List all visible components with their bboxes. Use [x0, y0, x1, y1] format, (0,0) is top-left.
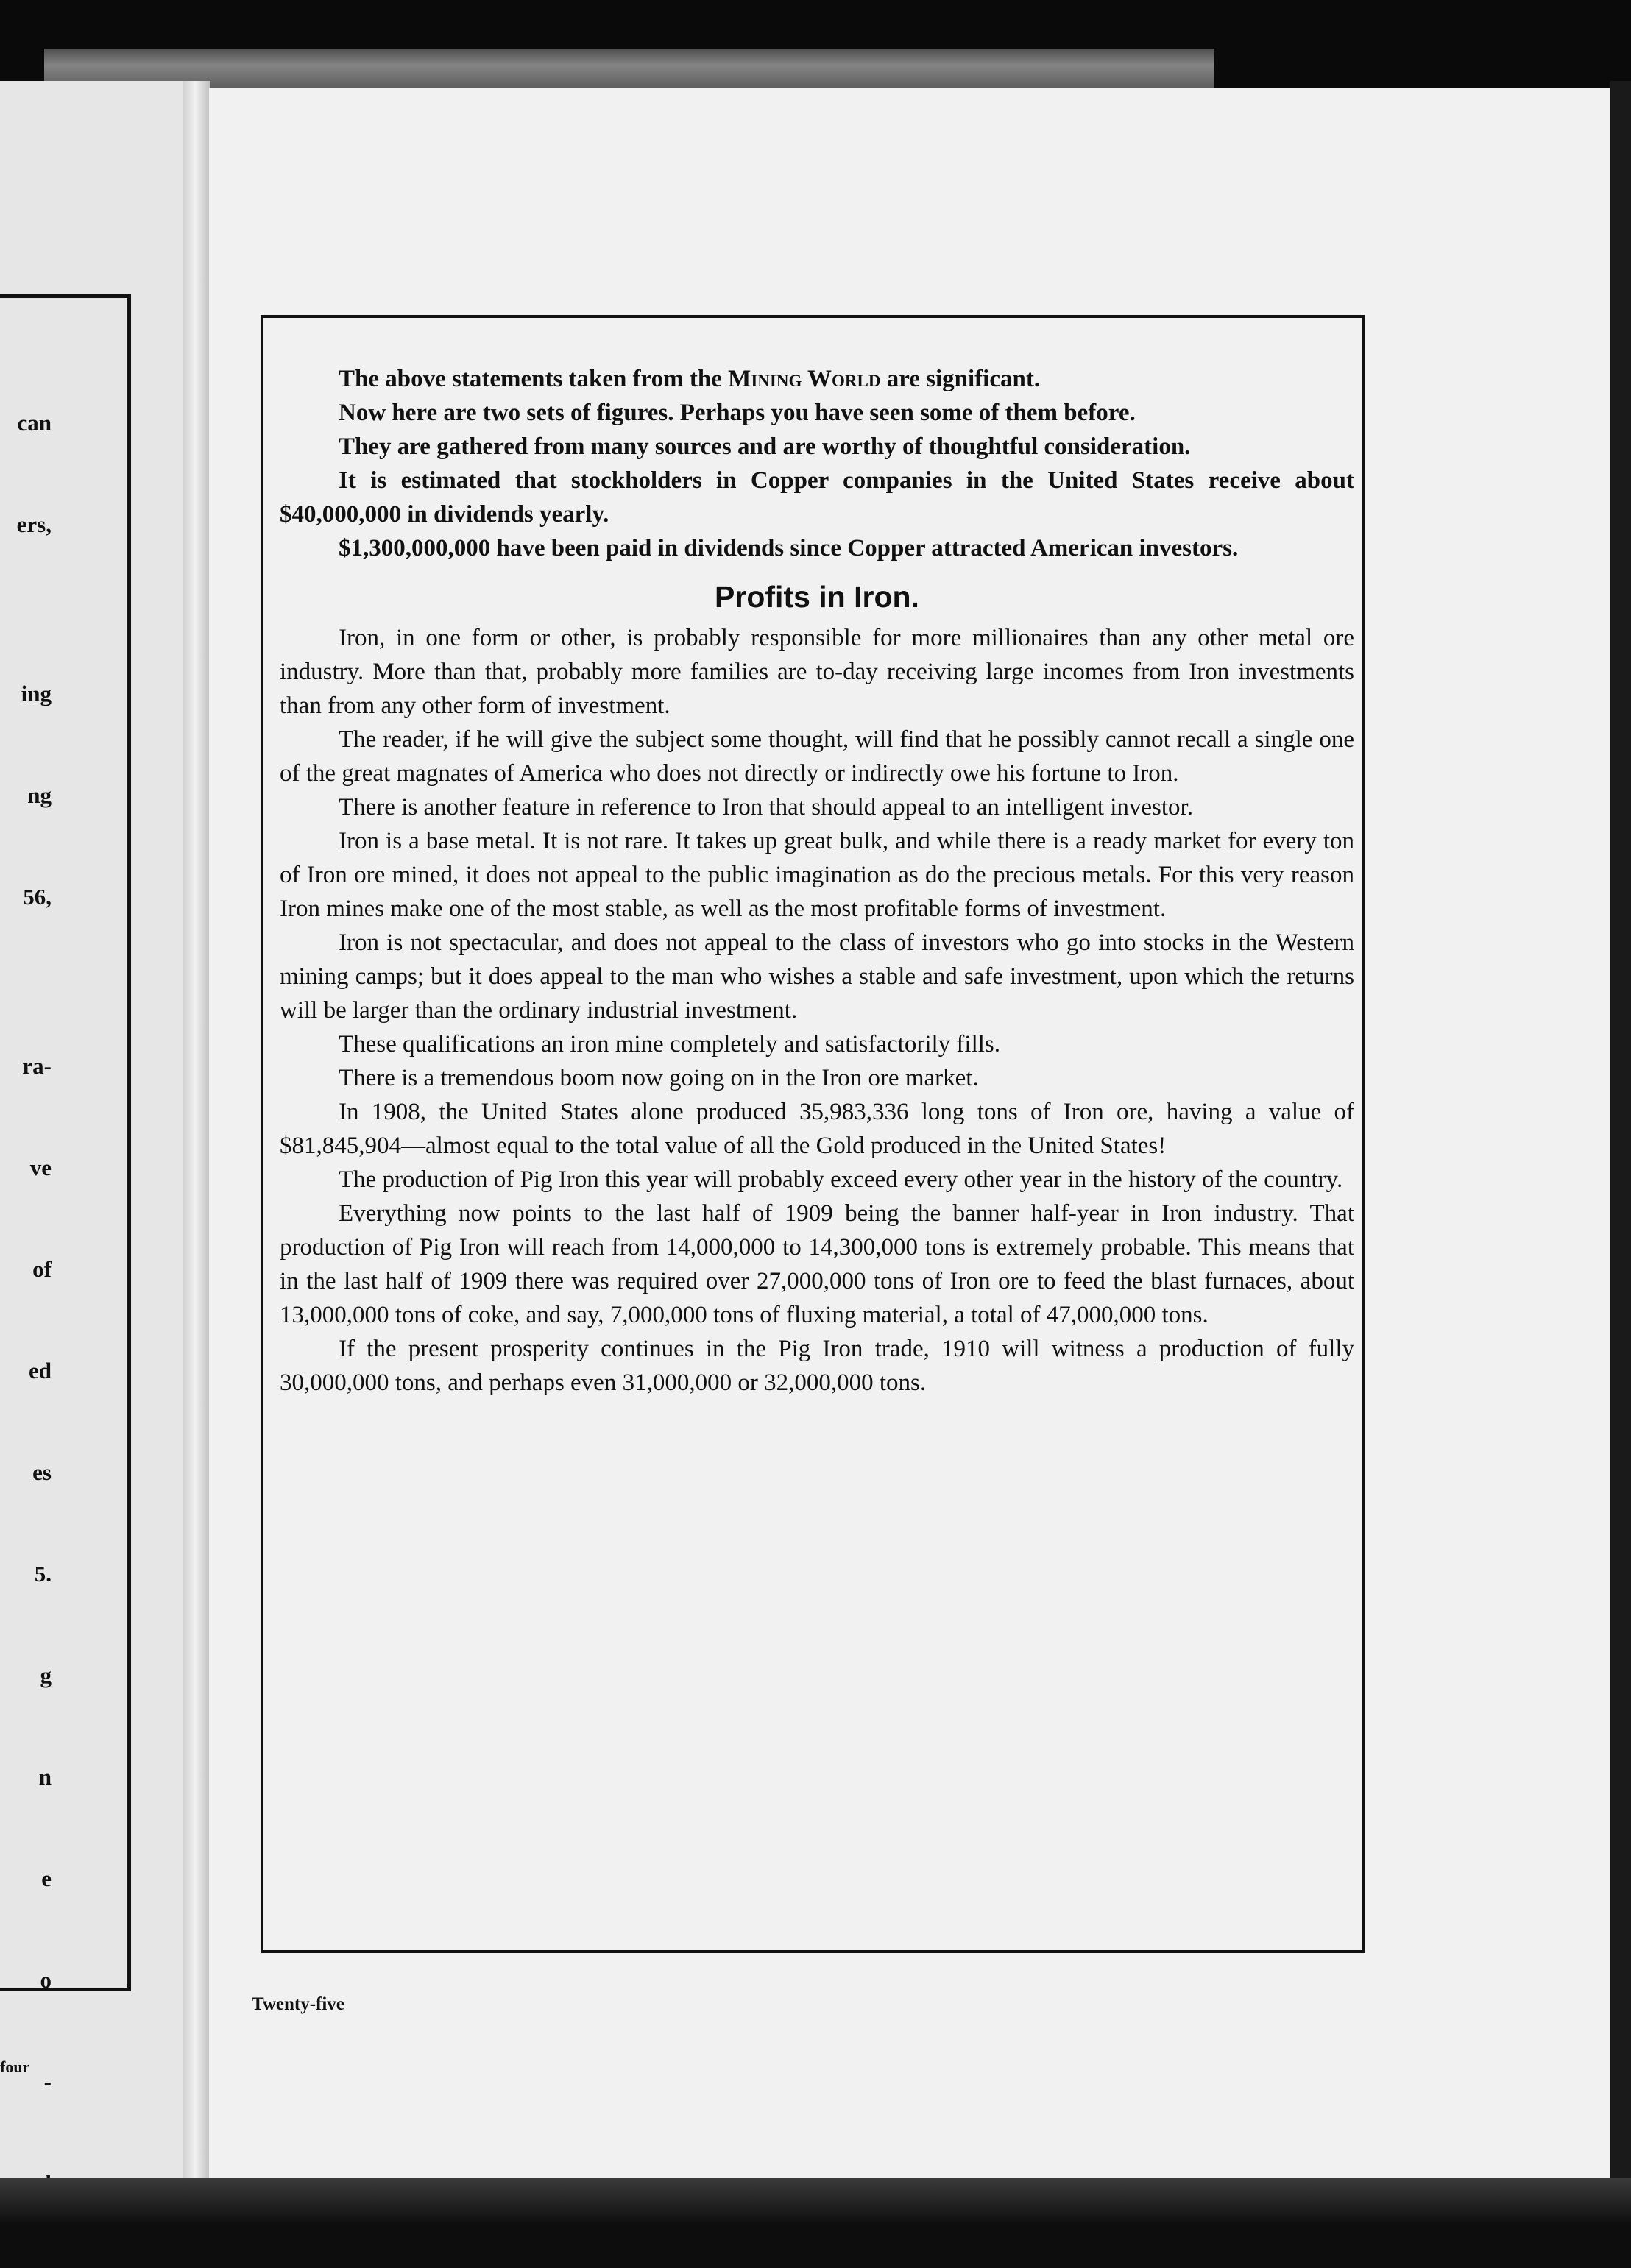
fragment-line: n [38, 1764, 52, 1790]
fragment-line: e [41, 1865, 52, 1891]
previous-page-text-fragments [0, 339, 52, 2268]
scanner-top-band [0, 0, 1631, 96]
body-paragraph: The reader, if he will give the subject some thought, will find that he possibly cannot recall a single one of the great magnates of America who does not directly or indirectly owe his fortune to Iron. [280, 726, 1354, 787]
page-number-footer: Twenty-five [252, 1994, 344, 2014]
scanner-strip [44, 49, 1214, 90]
document-page [209, 88, 1610, 2200]
body-paragraph: If the present prosperity continues in the Pig Iron trade, 1910 will witness a production of fully 30,000,000 tons, and perhaps even 31,000,000 or 32,000,000 tons. [280, 1336, 1354, 1396]
body-paragraph: Iron, in one form or other, is probably responsible for more millionaires than any other metal ore industry. More than that, probably more families are to-day receiving large incomes from Iron investments than from any other form of investment. [280, 625, 1354, 719]
intro-pre: The above statements taken from the [339, 366, 729, 392]
fragment-line: es [32, 1459, 52, 1485]
intro-paragraph: Now here are two sets of figures. Perhaps you have seen some of them before. [339, 400, 1136, 426]
body-paragraph: There is another feature in reference to Iron that should appeal to an intelligent investor. [339, 794, 1193, 821]
source-publication: Mining World [728, 366, 881, 392]
intro-paragraph: $1,300,000,000 have been paid in dividends since Copper attracted American investors. [339, 535, 1239, 561]
fragment-line: g [40, 1662, 52, 1688]
fragment-line: 5. [34, 1561, 52, 1587]
body-paragraph: Iron is a base metal. It is not rare. It takes up great bulk, and while there is a ready market for every ton of Iron ore mined, it does not appeal to the public imagination as do the precious metals. For this very reason Iron mines make one of the most stable, as well as the most profitable forms of investment. [280, 828, 1354, 922]
scanner-right-edge [1610, 81, 1631, 2200]
intro-paragraph: It is estimated that stockholders in Copper companies in the United States receive about $40,000,000 in dividends yearly. [280, 467, 1354, 528]
fragment-line: can [17, 410, 52, 436]
body-paragraph: The production of Pig Iron this year will probably exceed every other year in the history of the country. [339, 1166, 1343, 1193]
scanner-bottom-band [0, 2178, 1631, 2222]
previous-page-footer: four [0, 2058, 30, 2076]
fragment-line: o [40, 1967, 52, 1993]
fragment-line: ed [29, 1358, 52, 1383]
previous-page-edge [0, 81, 184, 2200]
page-content [280, 362, 1354, 1400]
intro-paragraph: They are gathered from many sources and are worthy of thoughtful consideration. [339, 433, 1191, 460]
body-paragraph: In 1908, the United States alone produced 35,983,336 long tons of Iron ore, having a value of $81,845,904—almost equal to the total value of all the Gold produced in the United States! [280, 1099, 1354, 1159]
fragment-line: - [43, 2069, 52, 2094]
fragment-line: ra- [22, 1053, 52, 1079]
body-paragraph: Iron is not spectacular, and does not appeal to the class of investors who go into stocks in the Western mining camps; but it does appeal to the man who wishes a stable and safe investment, upon which the returns will be larger than the ordinary industrial investment. [280, 929, 1354, 1024]
book-gutter [183, 81, 210, 2200]
fragment-line: ve [29, 1155, 52, 1180]
fragment-line: 56, [23, 884, 52, 910]
body-paragraph: These qualifications an iron mine completely and satisfactorily fills. [339, 1031, 1000, 1057]
fragment-line: ers, [16, 511, 52, 537]
fragment-line: ng [27, 782, 52, 808]
intro-paragraph [280, 362, 1354, 396]
intro-post: are significant. [880, 366, 1041, 392]
fragment-line: ing [21, 681, 52, 706]
section-heading: Profits in Iron. [715, 580, 919, 614]
body-paragraph: There is a tremendous boom now going on in the Iron ore market. [339, 1065, 979, 1091]
body-paragraph: Everything now points to the last half of 1909 being the banner half-year in Iron industry. That production of Pig Iron will reach from 14,000,000 to 14,300,000 tons is extremely probable. This means that in the last half of 1909 there was required over 27,000,000 tons of Iron ore to feed the blast furnaces, about 13,000,000 tons of coke, and say, 7,000,000 tons of fluxing material, a total of 47,000,000 tons. [280, 1200, 1354, 1328]
fragment-line: of [32, 1256, 52, 1282]
